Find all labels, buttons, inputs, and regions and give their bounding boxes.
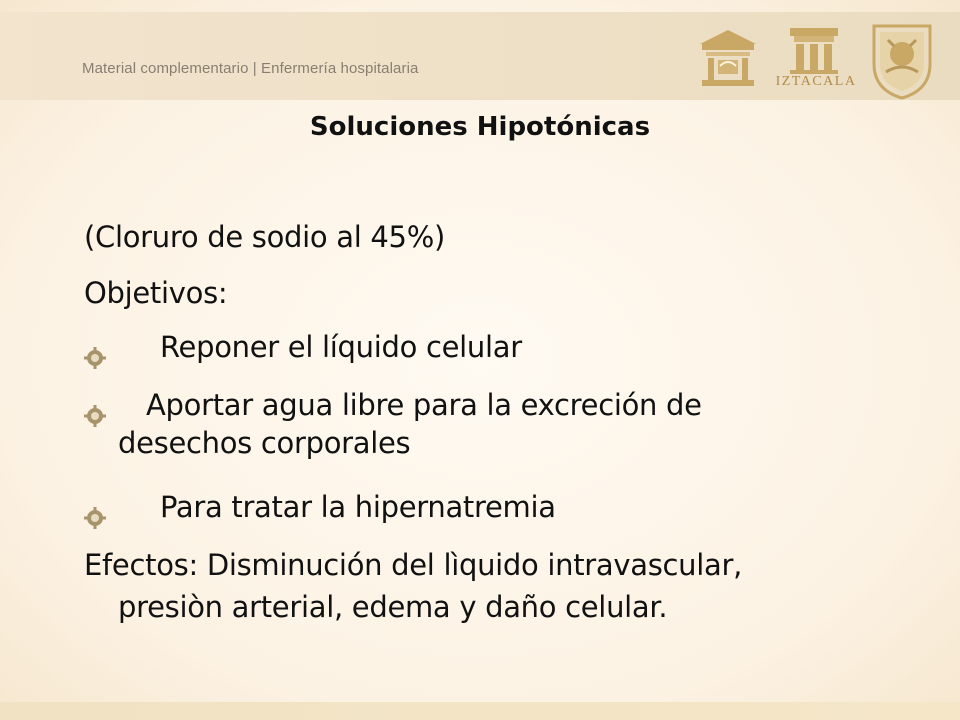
gear-bullet-icon [84, 342, 106, 376]
gear-bullet-icon [84, 502, 106, 536]
unam-building-logo [696, 26, 760, 90]
effects-line-2: presiòn arterial, edema y daño celular. [118, 590, 668, 624]
bottom-bar [0, 702, 960, 720]
bullet-text: Aportar agua libre para la excreción de [146, 388, 702, 422]
subtitle: (Cloruro de sodio al 45%) [84, 220, 445, 254]
effects-line-1: Efectos: Disminución del lìquido intravascular, [84, 548, 743, 582]
gear-bullet-icon [84, 400, 106, 434]
iztacala-logo [772, 24, 856, 76]
header-text: Material complementario | Enfermería hospitalaria [82, 60, 419, 77]
bullet-text: Reponer el líquido celular [160, 330, 522, 364]
bullet-text: Para tratar la hipernatremia [160, 490, 556, 524]
objectives-label: Objetivos: [84, 276, 228, 310]
iztacala-label: IZTACALA [775, 74, 857, 89]
slide-title: Soluciones Hipotónicas [309, 112, 651, 142]
bullet-text-continuation: desechos corporales [118, 426, 411, 460]
unam-seal-logo [866, 20, 938, 100]
